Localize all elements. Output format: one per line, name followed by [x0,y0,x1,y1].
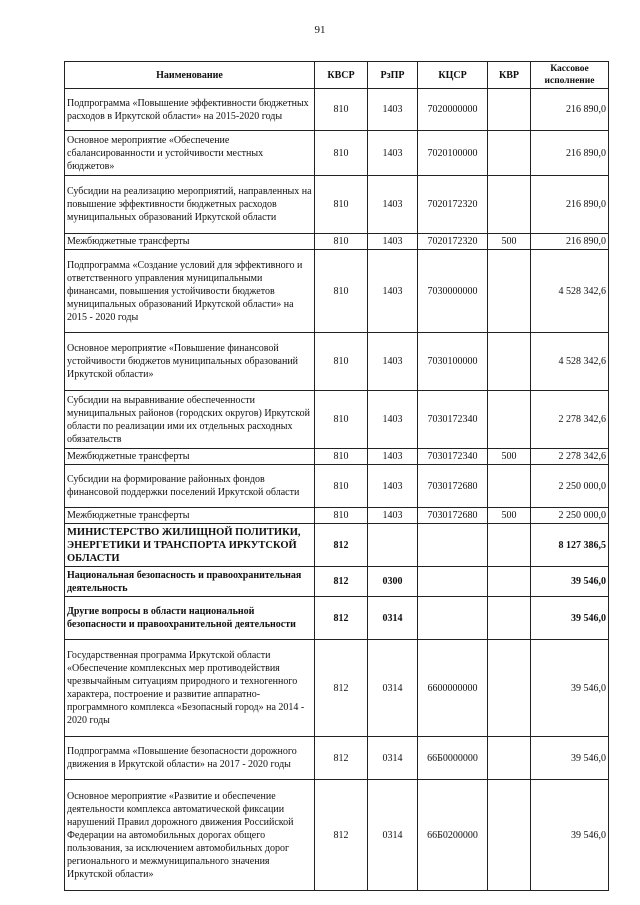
table-row [65,640,609,737]
cell-rzpr: 0314 [368,737,418,780]
cell-kcsr: 66Б0200000 [418,780,488,891]
cell-kvr [488,524,531,567]
cell-kvr [488,250,531,333]
cell-rzpr: 0314 [368,597,418,640]
cell-kvsr: 812 [315,640,368,737]
table-header-row [65,62,609,89]
cell-rzpr: 0314 [368,640,418,737]
table-row [65,449,609,465]
cell-kvr: 500 [488,449,531,465]
cell-kvsr: 812 [315,737,368,780]
cell-kvr [488,465,531,508]
cell-name: Межбюджетные трансферты [65,449,315,465]
cell-kvr [488,176,531,234]
cell-kcsr: 7030172340 [418,391,488,449]
cell-kcsr: 7030172340 [418,449,488,465]
table-row [65,780,609,891]
cell-amount: 39 546,0 [531,737,609,780]
cell-kvr [488,333,531,391]
table-row [65,508,609,524]
cell-rzpr: 1403 [368,333,418,391]
table-row [65,737,609,780]
table-row [65,333,609,391]
cell-kvsr: 810 [315,131,368,176]
cell-name: Подпрограмма «Повышение эффективности бюджетных расходов в Иркутской области» на 2015-2020 годы [65,89,315,131]
cell-kvr [488,131,531,176]
table-row [65,89,609,131]
cell-amount: 216 890,0 [531,234,609,250]
cell-kvsr: 810 [315,89,368,131]
cell-name: Межбюджетные трансферты [65,508,315,524]
cell-amount: 216 890,0 [531,176,609,234]
cell-amount: 216 890,0 [531,89,609,131]
cell-kcsr: 7030172680 [418,465,488,508]
cell-kvr: 500 [488,508,531,524]
cell-kvsr: 810 [315,449,368,465]
cell-kvr: 500 [488,234,531,250]
cell-kcsr: 7030000000 [418,250,488,333]
cell-name: Субсидии на выравнивание обеспеченности муниципальных районов (городских округов) Иркутской области по реализации ими их отдельных расходных обязательств [65,391,315,449]
cell-kvsr: 812 [315,524,368,567]
cell-kvr [488,640,531,737]
cell-name: Другие вопросы в области национальной безопасности и правоохранительной деятельности [65,597,315,640]
cell-kcsr: 66Б0000000 [418,737,488,780]
header-kcsr: КЦСР [418,62,488,89]
cell-kvsr: 810 [315,391,368,449]
table-row [65,250,609,333]
cell-amount: 4 528 342,6 [531,250,609,333]
cell-name: Субсидии на формирование районных фондов финансовой поддержки поселений Иркутской области [65,465,315,508]
cell-rzpr: 1403 [368,234,418,250]
table-row [65,131,609,176]
cell-amount: 39 546,0 [531,640,609,737]
cell-kcsr: 7020000000 [418,89,488,131]
cell-kvr [488,597,531,640]
cell-amount: 4 528 342,6 [531,333,609,391]
cell-name: Подпрограмма «Повышение безопасности дорожного движения в Иркутской области» на 2017 - 2020 годы [65,737,315,780]
cell-amount: 39 546,0 [531,567,609,597]
page-number: 91 [314,24,326,36]
cell-rzpr: 1403 [368,250,418,333]
cell-kvsr: 812 [315,597,368,640]
table-row [65,567,609,597]
cell-rzpr [368,524,418,567]
table-row [65,524,609,567]
table-row [65,391,609,449]
cell-rzpr: 1403 [368,508,418,524]
cell-kvr [488,391,531,449]
cell-kvsr: 810 [315,176,368,234]
cell-kcsr: 7030100000 [418,333,488,391]
cell-amount: 39 546,0 [531,597,609,640]
table-row [65,465,609,508]
cell-amount: 2 250 000,0 [531,508,609,524]
cell-rzpr: 1403 [368,131,418,176]
cell-name: Подпрограмма «Создание условий для эффективного и ответственного управления муниципальными финансами, повышения устойчивости бюджетов муниципальных образований Иркутской области» на 2015 - 2020 годы [65,250,315,333]
cell-amount: 2 278 342,6 [531,449,609,465]
cell-name: Субсидии на реализацию мероприятий, направленных на повышение эффективности бюджетных расходов муниципальных образований Иркутской области [65,176,315,234]
cell-kcsr: 7020100000 [418,131,488,176]
cell-kvsr: 810 [315,250,368,333]
cell-kcsr: 7020172320 [418,176,488,234]
cell-kvsr: 810 [315,508,368,524]
cell-name: Основное мероприятие «Повышение финансовой устойчивости бюджетов муниципальных образований Иркутской области» [65,333,315,391]
cell-rzpr: 1403 [368,449,418,465]
cell-kcsr [418,597,488,640]
cell-rzpr: 1403 [368,89,418,131]
cell-name: Национальная безопасность и правоохранительная деятельность [65,567,315,597]
header-kvsr: КВСР [315,62,368,89]
header-kvr: КВР [488,62,531,89]
cell-kcsr [418,567,488,597]
cell-kcsr [418,524,488,567]
cell-rzpr: 1403 [368,176,418,234]
cell-kvr [488,567,531,597]
cell-kvr [488,89,531,131]
cell-kvsr: 812 [315,780,368,891]
cell-name: Основное мероприятие «Обеспечение сбалансированности и устойчивости местных бюджетов» [65,131,315,176]
cell-rzpr: 0300 [368,567,418,597]
cell-kcsr: 6600000000 [418,640,488,737]
cell-kvsr: 812 [315,567,368,597]
cell-amount: 2 278 342,6 [531,391,609,449]
cell-kvr [488,737,531,780]
header-name: Наименование [65,62,315,89]
cell-amount: 8 127 386,5 [531,524,609,567]
cell-name: Межбюджетные трансферты [65,234,315,250]
cell-name: МИНИСТЕРСТВО ЖИЛИЩНОЙ ПОЛИТИКИ, ЭНЕРГЕТИКИ И ТРАНСПОРТА ИРКУТСКОЙ ОБЛАСТИ [65,524,315,567]
cell-kvr [488,780,531,891]
cell-name: Основное мероприятие «Развитие и обеспечение деятельности комплекса автоматической фиксации нарушений Правил дорожного движения Российской Федерации на автомобильных дорогах общего пользования, за исключением автомобильных дорог регионального и межмуниципального значения Иркутской области» [65,780,315,891]
cell-rzpr: 1403 [368,391,418,449]
cell-amount: 216 890,0 [531,131,609,176]
cell-kvsr: 810 [315,234,368,250]
cell-amount: 39 546,0 [531,780,609,891]
table-row [65,176,609,234]
cell-kvsr: 810 [315,465,368,508]
header-rzpr: РзПР [368,62,418,89]
cell-amount: 2 250 000,0 [531,465,609,508]
cell-rzpr: 0314 [368,780,418,891]
cell-name: Государственная программа Иркутской области «Обеспечение комплексных мер противодействия чрезвычайным ситуациям природного и техногенного характера, построение и развитие аппаратно-программного комплекса «Безопасный город» на 2014 - 2020 годы [65,640,315,737]
header-amount: Кассовое исполнение [531,62,609,89]
cell-kcsr: 7020172320 [418,234,488,250]
table-row [65,234,609,250]
budget-execution-table [64,61,609,891]
cell-rzpr: 1403 [368,465,418,508]
table-row [65,597,609,640]
cell-kcsr: 7030172680 [418,508,488,524]
cell-kvsr: 810 [315,333,368,391]
